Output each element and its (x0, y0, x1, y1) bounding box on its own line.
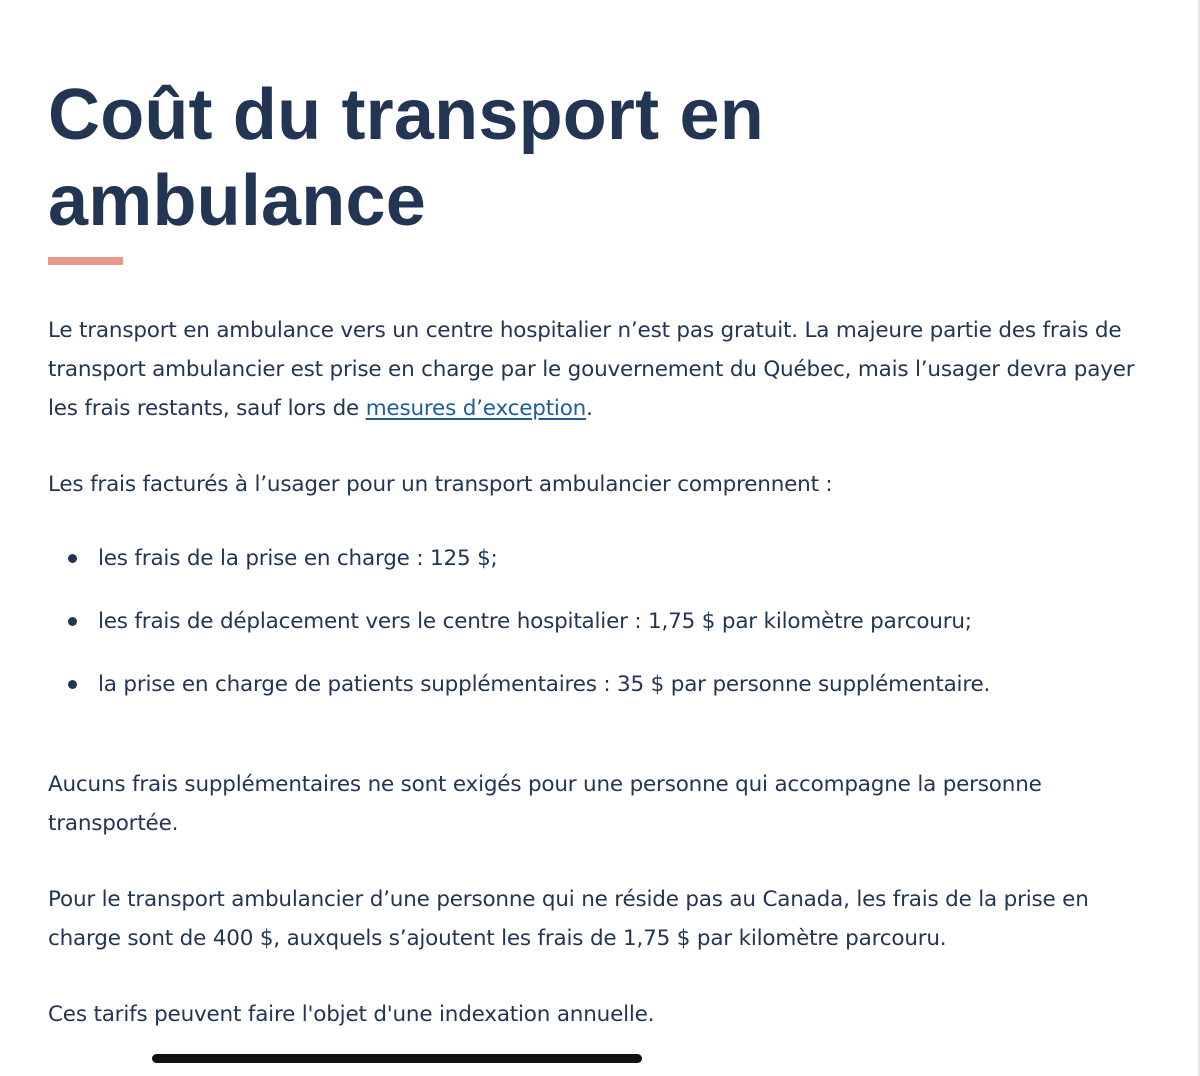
fees-list (48, 539, 1158, 728)
fees-intro-paragraph: Les frais facturés à l’usager pour un transport ambulancier comprennent : (48, 472, 833, 497)
intro-text: Le transport en ambulance vers un centre hospitalier n’est pas gratuit. La majeure partie des frais de transport ambulancier est prise en charge par le gouvernement du Québec, mais l’usager devra payer les frais restants, sauf lors de (48, 318, 1135, 421)
bullet-icon (68, 617, 77, 626)
list-item (48, 665, 1158, 704)
non-resident-paragraph: Pour le transport ambulancier d’une personne qui ne réside pas au Canada, les frais de la prise en charge sont de 400 $, auxquels s’ajoutent les frais de 1,75 $ par kilomètre parcouru. (48, 887, 1089, 951)
fee-item-text: la prise en charge de patients supplémentaires : 35 $ par personne supplémentaire. (98, 672, 991, 697)
intro-paragraph (48, 311, 1158, 428)
home-indicator[interactable] (152, 1054, 642, 1063)
list-item (48, 539, 1158, 578)
bullet-icon (68, 680, 77, 689)
page-title: Coût du transport en ambulance (48, 75, 764, 241)
companion-paragraph: Aucuns frais supplémentaires ne sont exigés pour une personne qui accompagne la personne transportée. (48, 772, 1042, 836)
bullet-icon (68, 554, 77, 563)
exception-measures-link[interactable]: mesures d’exception (365, 396, 587, 421)
indexation-paragraph: Ces tarifs peuvent faire l'objet d'une indexation annuelle. (48, 1002, 655, 1027)
fee-item-text: les frais de déplacement vers le centre hospitalier : 1,75 $ par kilomètre parcouru; (98, 609, 972, 634)
title-accent-bar (48, 257, 123, 265)
list-item (48, 602, 1158, 641)
fee-item-text: les frais de la prise en charge : 125 $; (98, 546, 498, 571)
intro-period: . (586, 396, 593, 421)
